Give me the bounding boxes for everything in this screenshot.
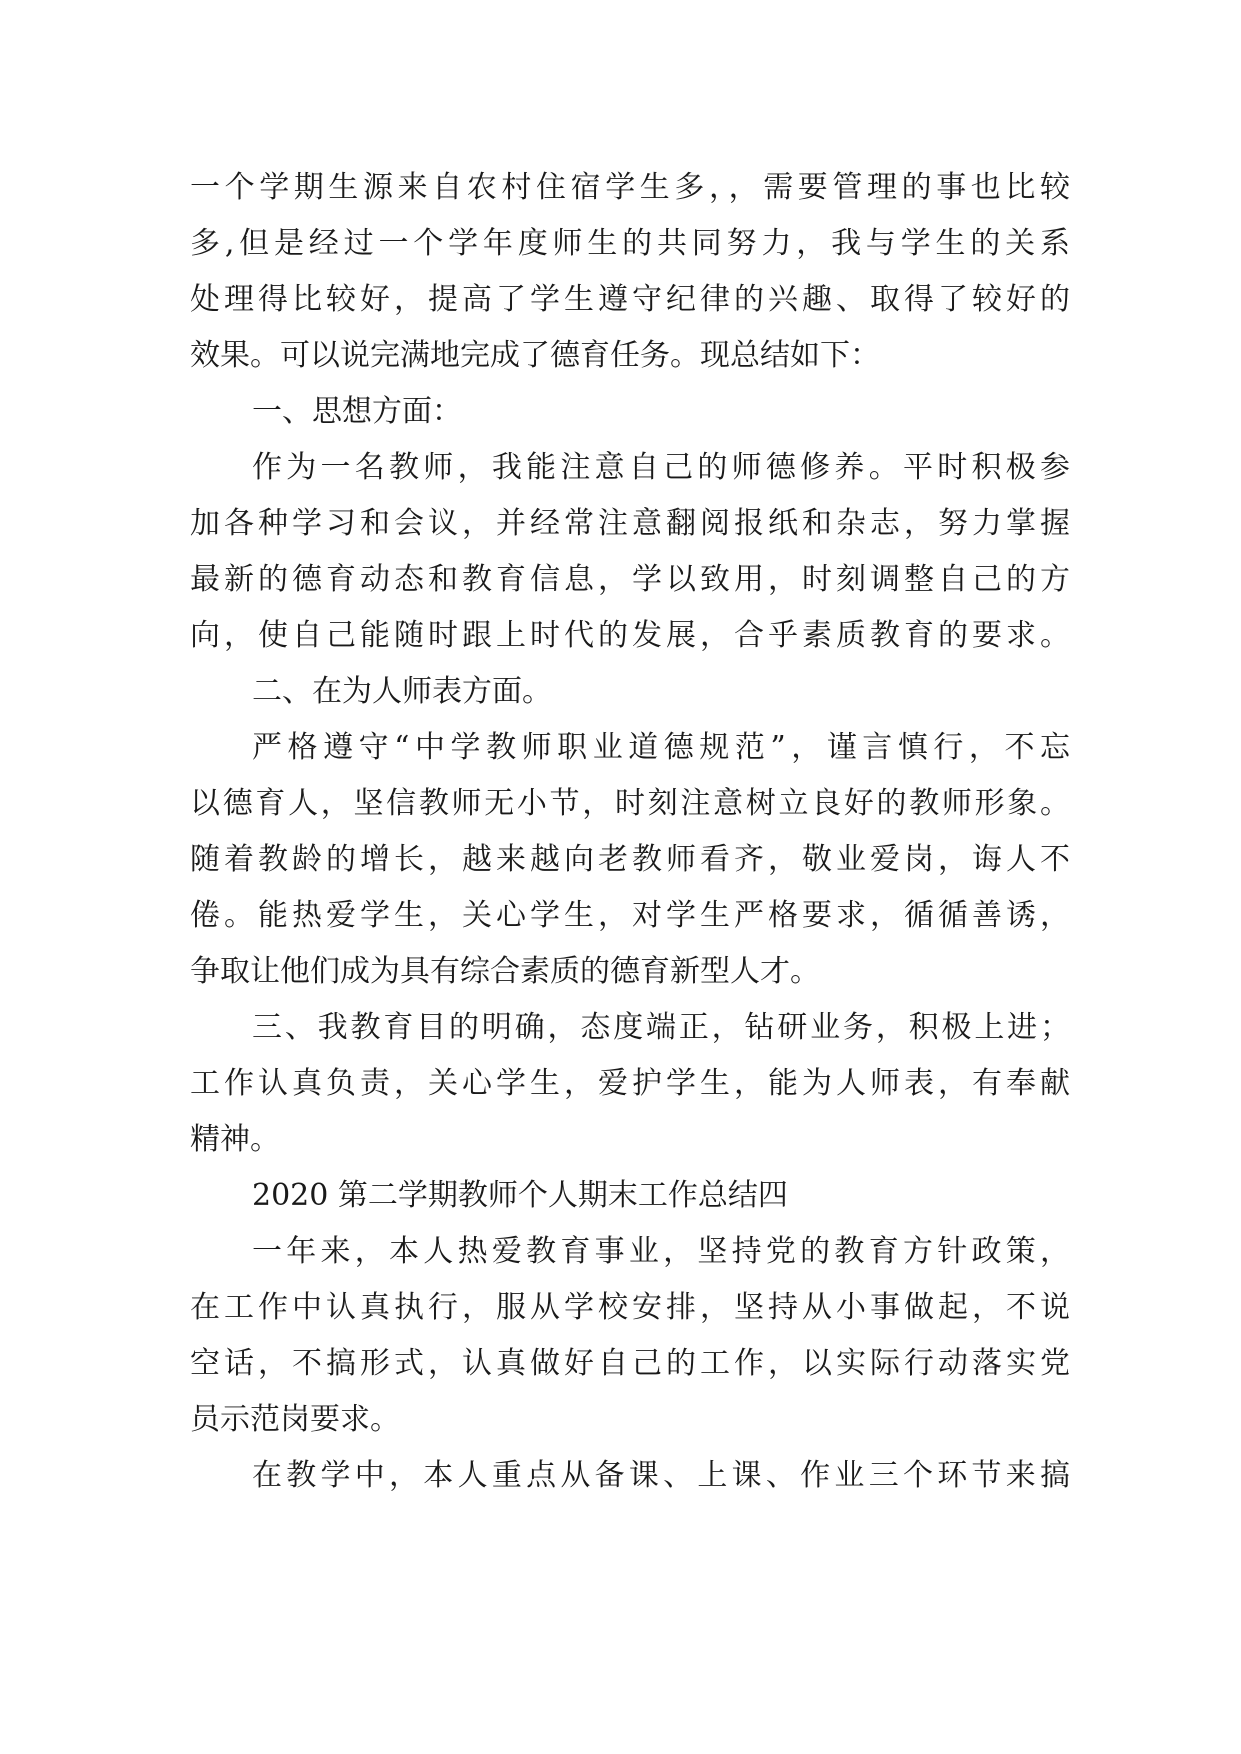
paragraph-line: 一年来，本人热爱教育事业，坚持党的教育方针政策， — [252, 1234, 1070, 1269]
paragraph-line: 多,但是经过一个学年度师生的共同努力，我与学生的关系 — [190, 226, 1070, 261]
paragraph-line: 在工作中认真执行，服从学校安排，坚持从小事做起，不说 — [190, 1290, 1070, 1325]
document-subtitle: 2020 第二学期教师个人期末工作总结四 — [252, 1178, 788, 1213]
paragraph-line: 以德育人，坚信教师无小节，时刻注意树立良好的教师形象。 — [190, 786, 1070, 821]
paragraph-line: 加各种学习和会议，并经常注意翻阅报纸和杂志，努力掌握 — [190, 506, 1070, 541]
paragraph-line: 效果。可以说完满地完成了德育任务。现总结如下： — [190, 338, 880, 373]
paragraph-line: 工作认真负责，关心学生，爱护学生，能为人师表，有奉献 — [190, 1066, 1070, 1101]
paragraph-line: 倦。能热爱学生，关心学生，对学生严格要求，循循善诱， — [190, 898, 1070, 933]
paragraph-line: 员示范岗要求。 — [190, 1402, 400, 1437]
paragraph-line: 精神。 — [190, 1122, 280, 1157]
section-heading: 一、思想方面： — [252, 394, 462, 429]
paragraph-line: 处理得比较好，提高了学生遵守纪律的兴趣、取得了较好的 — [190, 282, 1070, 317]
paragraph-line: 作为一名教师，我能注意自己的师德修养。平时积极参 — [252, 450, 1070, 485]
section-heading: 二、在为人师表方面。 — [252, 674, 552, 709]
paragraph-line: 争取让他们成为具有综合素质的德育新型人才。 — [190, 954, 820, 989]
paragraph-line: 三、我教育目的明确，态度端正，钻研业务，积极上进； — [252, 1010, 1070, 1045]
paragraph-line: 随着教龄的增长，越来越向老教师看齐，敬业爱岗，诲人不 — [190, 842, 1070, 877]
paragraph-line: 向，使自己能随时跟上时代的发展，合乎素质教育的要求。 — [190, 618, 1070, 653]
paragraph-line: 空话，不搞形式，认真做好自己的工作，以实际行动落实党 — [190, 1346, 1070, 1381]
paragraph-line: 最新的德育动态和教育信息，学以致用，时刻调整自己的方 — [190, 562, 1070, 597]
paragraph-line: 一个学期生源来自农村住宿学生多，，需要管理的事也比较 — [190, 170, 1070, 205]
paragraph-line: 在教学中，本人重点从备课、上课、作业三个环节来搞 — [252, 1458, 1070, 1493]
paragraph-line: 严格遵守“中学教师职业道德规范”，谨言慎行，不忘 — [252, 730, 1070, 765]
